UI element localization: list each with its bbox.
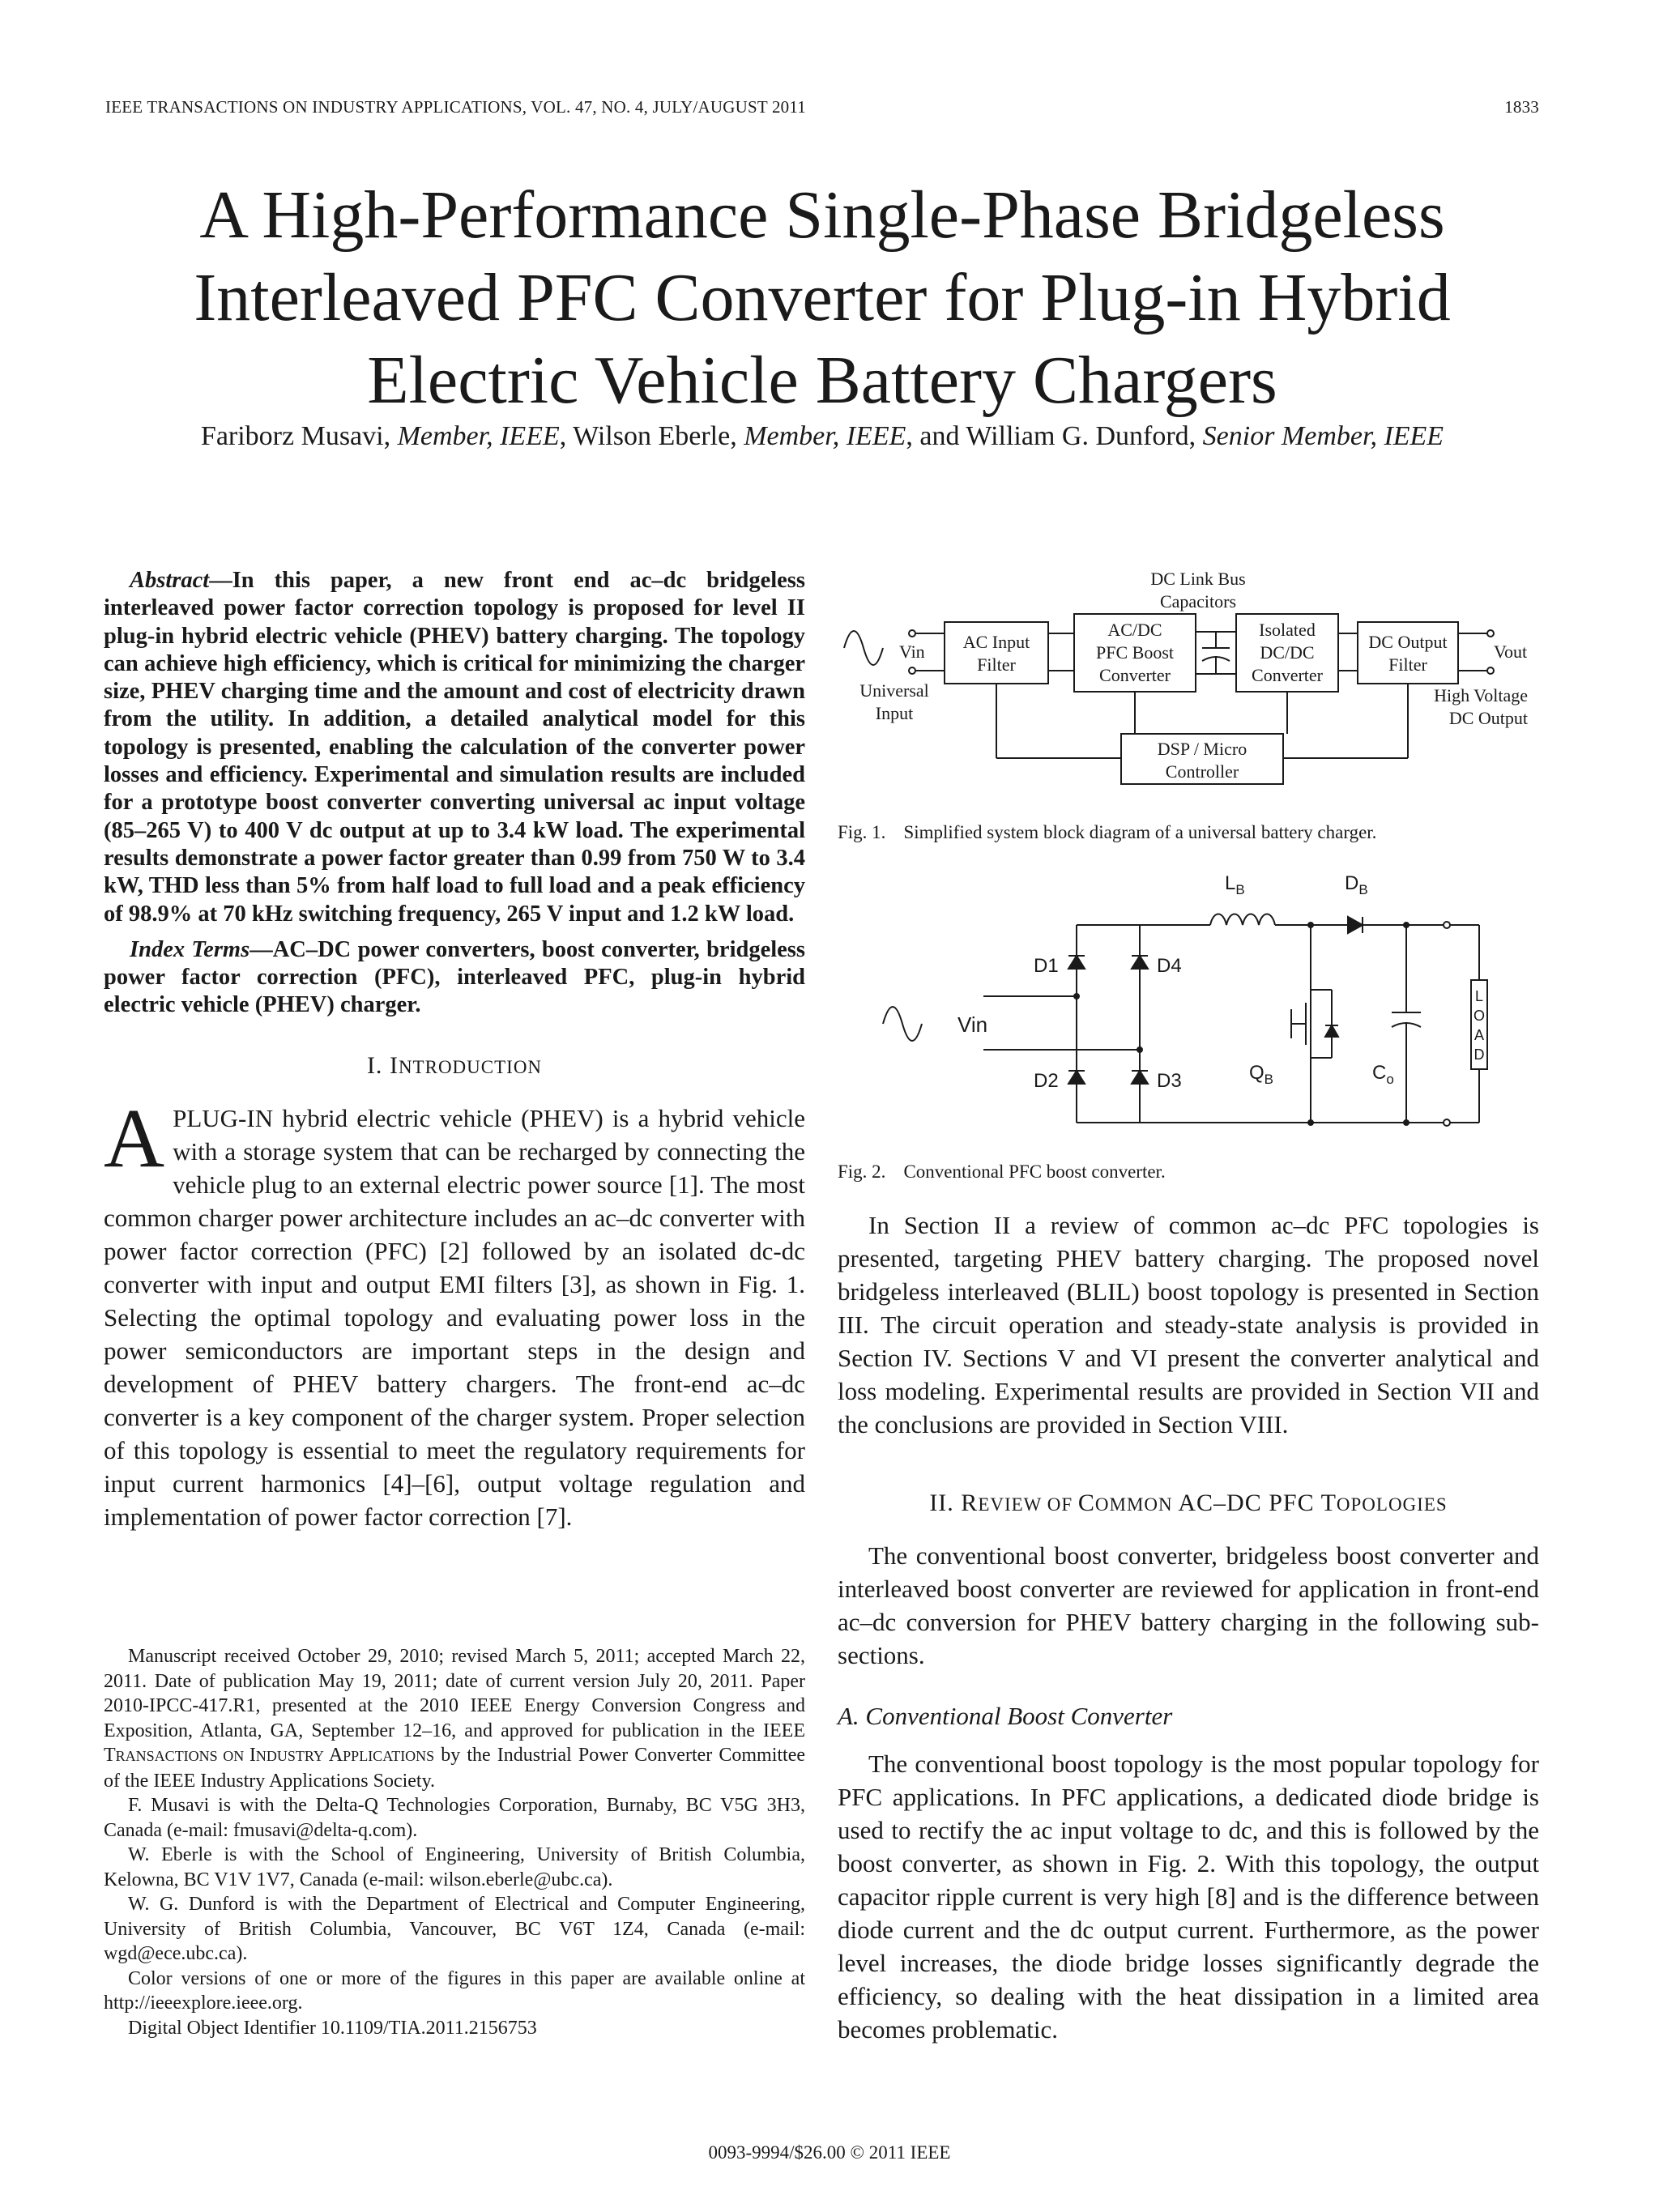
fig2-caption-text: Conventional PFC boost converter. [903,1161,1166,1182]
ac-source-icon [883,1007,922,1041]
running-head [105,97,1539,117]
fig1-caption-text: Simplified system block diagram of a universal battery charger. [903,822,1377,842]
qb-label: $Q_B$ [1249,1062,1274,1087]
universal-input-label: Universal [859,680,929,701]
load-label-letter: D [1473,1046,1485,1063]
diode-d2 [1068,1071,1085,1084]
terminal [1487,630,1494,637]
abstract-label: Abstract [130,568,210,593]
section-overview-paragraph: In Section II a review of common ac–dc PFC topologies is presented, targeting PHEV battery charging. The proposed novel bridgeless interleaved (BLIL) boost topology is presented in Section III. The circuit operation and steady-state analysis is provided in Section IV. Sections V and VI present the converter analytical and loss modeling. Experimental results are provided in Section VII and the conclusions are provided in Section VIII. [838,1211,1539,1438]
subsection-paragraph: The conventional boost topology is the most popular topology for PFC applications. In PFC applications, a dedicated diode bridge is used to rectify the ac input voltage to dc, and this is followed by the boost converter, as shown in Fig. 2. With this topology, the output capacitor ripple current is very high [8] and is the difference between diode current and the dc output current. Furthermore, as the power level increases, the diode bridge losses significantly degrade the efficiency, so dealing with the heat dissipation in a limited area becomes problematic. [838,1750,1539,2044]
output-terminal [1444,1119,1450,1126]
drop-cap: A [104,1091,165,1185]
svg-text:Converter: Converter [1099,665,1171,685]
fig2-caption-label: Fig. 2. [838,1161,886,1182]
copyright-line: 0093-9994/$26.00 © 2011 IEEE [708,2142,951,2163]
footnote-manuscript: Manuscript received October 29, 2010; revised March 5, 2011; accepted March 22, 2011. Date of publication May 19, 2011; date of current version July 20, 2011. Paper 2010-IPCC-417.R1, presented at the 2010 IEEE Energy Conversion Congress and Exposition, Atlanta, GA, September 12–16, and approved for publication in the IEEE TRANSACTIONS ON INDUSTRY APPLICATIONS by the Industrial Power Converter Committee of the IEEE Industry Applications Society. [104,1646,805,1792]
diode-d3 [1132,1071,1148,1084]
body-diode [1325,1025,1338,1037]
boost-diode-label: $D_B$ [1345,872,1368,897]
ac-source-icon [844,631,883,665]
dc-link-label: Capacitors [1159,591,1237,612]
index-terms-label: Index Terms [130,936,250,962]
terminal [909,630,915,637]
fig2-caption [838,1160,1539,1184]
svg-text:Controller: Controller [1165,761,1239,782]
d4-label: D4 [1157,955,1182,977]
title-line: Electric Vehicle Battery Chargers [367,343,1277,418]
d2-label: D2 [1034,1070,1059,1092]
author-role: Senior Member, IEEE [1202,421,1444,451]
d1-label: D1 [1034,955,1059,977]
boost-diode [1348,917,1363,933]
section-heading-introduction: I. INTRODUCTION [366,1051,543,1079]
diode-d1 [1068,956,1085,969]
intro-text: PLUG-IN hybrid electric vehicle (PHEV) is a hybrid vehicle with a storage system that can be recharged by connecting the vehicle plug to an external electric power source [1]. The most common charger power architecture includes an ac–dc converter with power factor correction (PFC) [2] followed by an isolated dc-dc converter with input and output EMI filters [3], as shown in Fig. 1. Selecting the optimal topology and evaluating power loss in the power semiconductors are important steps in the design and development of PHEV battery chargers. The front-end ac–dc converter is a key component of the charger system. Proper selection of this topology is essential to meet the regulatory requirements for input current harmonics [4]–[6], output voltage regulation and implementation of power factor correction [7]. [104,1103,805,1531]
d3-label: D3 [1157,1070,1182,1092]
svg-text:Converter: Converter [1252,665,1323,685]
svg-text:DC Output: DC Output [1368,632,1448,652]
abstract [104,567,805,928]
author-name: , Wilson Eberle, [559,421,744,451]
author-role: Member, IEEE [397,421,560,451]
footnote-author-2: W. Eberle is with the School of Engineering, University of British Columbia, Kelowna, BC V1V 1V7, Canada (e-mail: wilson.eberle@ubc.ca). [104,1844,805,1890]
load-label-letter: O [1473,1008,1486,1024]
vout-label: Vout [1494,641,1528,662]
universal-input-label: Input [875,703,914,723]
svg-text:Filter: Filter [1388,654,1427,675]
title-line: A High-Performance Single-Phase Bridgeless [199,177,1445,253]
index-terms [104,936,805,1020]
vin-label: Vin [899,641,925,662]
abstract-text: —In this paper, a new front end ac–dc bridgeless interleaved power factor correction topology is proposed for level II plug-in hybrid electric vehicle (PHEV) battery charging. The topology can achieve high efficiency, which is critical for minimizing the charger size, PHEV charging time and the amount and cost of electricity drawn from the utility. In addition, a detailed analytical model for this topology is presented, enabling the calculation of the converter power losses and efficiency. Experimental and simulation results are included for a prototype boost converter converting universal ac input voltage (85–265 V) to 400 V dc output at up to 3.4 kW load. The experimental results demonstrate a power factor greater than 0.99 from 750 W to 3.4 kW, THD less than 5% from half load to full load and a peak efficiency of 98.9% at 70 kHz switching frequency, 265 V input and 1.2 kW load. [104,568,805,927]
footnote-doi: Digital Object Identifier 10.1109/TIA.2011.2156753 [128,2017,537,2039]
fig1-caption [838,820,1539,845]
dc-link-label: DC Link Bus [1150,569,1246,589]
author-role: Member, IEEE [744,421,906,451]
svg-text:DC/DC: DC/DC [1260,642,1315,663]
subsection-heading: A. Conventional Boost Converter [838,1702,1173,1730]
fig1-caption-label: Fig. 1. [838,822,886,842]
index-terms-text: —AC–DC power converters, boost converter, bridgeless power factor correction (PFC), interleaved PFC, plug-in hybrid electric vehicle (PHEV) charger. [104,936,805,1018]
author-line [105,421,1539,452]
inductor-label: $L_B$ [1225,872,1245,897]
footnotes [104,1644,805,2040]
fig1-block-diagram [838,567,1539,834]
right-column-text [838,1208,1539,2046]
intro-paragraph [104,1091,805,1533]
hv-output-label: DC Output [1448,708,1528,728]
title-line: Interleaved PFC Converter for Plug-in Hybrid [194,260,1451,335]
load-label-letter: A [1473,1027,1485,1043]
section2-paragraph: The conventional boost converter, bridgeless boost converter and interleaved boost converter are reviewed for application in front-end ac–dc conversion for PHEV battery charging in the following sub-sections. [838,1541,1539,1669]
footnote-color: Color versions of one or more of the figures in this paper are available online at http://ieeexplore.ieee.org. [104,1967,805,2014]
footnote-author-3: W. G. Dunford is with the Department of Electrical and Computer Engineering, University of British Columbia, Vancouver, BC V6T 1Z4, Canada (e-mail: wgd@ece.ubc.ca). [104,1894,805,1964]
svg-text:Filter: Filter [977,654,1016,675]
svg-text:Isolated: Isolated [1259,620,1316,640]
footnote-author-1: F. Musavi is with the Delta-Q Technologies Corporation, Burnaby, BC V5G 3H3, Canada (e-mail: fmusavi@delta-q.com). [104,1795,805,1841]
co-label: $C_o$ [1372,1062,1394,1087]
terminal [909,667,915,674]
journal-name: IEEE TRANSACTIONS ON INDUSTRY APPLICATIONS, VOL. 47, NO. 4, JULY/AUGUST 2011 [105,97,807,117]
svg-text:AC Input: AC Input [962,632,1030,652]
author-name: , and William G. Dunford, [906,421,1203,451]
hv-output-label: High Voltage [1434,685,1528,705]
left-column [104,567,805,1533]
output-terminal [1444,922,1450,928]
fig2-boost-converter-schematic [838,867,1539,1142]
load-label-letter: L [1474,988,1484,1004]
boost-inductor [1210,914,1275,926]
page-number: 1833 [1504,97,1539,117]
terminal [1487,667,1494,674]
vin-label: Vin [957,1012,988,1037]
svg-text:AC/DC: AC/DC [1107,620,1162,640]
paper-title [105,174,1539,422]
section-heading-review: II. REVIEW OF COMMON AC–DC PFC TOPOLOGIES [929,1490,1448,1516]
svg-text:DSP / Micro: DSP / Micro [1157,739,1247,759]
svg-text:PFC Boost: PFC Boost [1096,642,1174,663]
diode-d4 [1132,956,1148,969]
author-name: Fariborz Musavi, [200,421,398,451]
